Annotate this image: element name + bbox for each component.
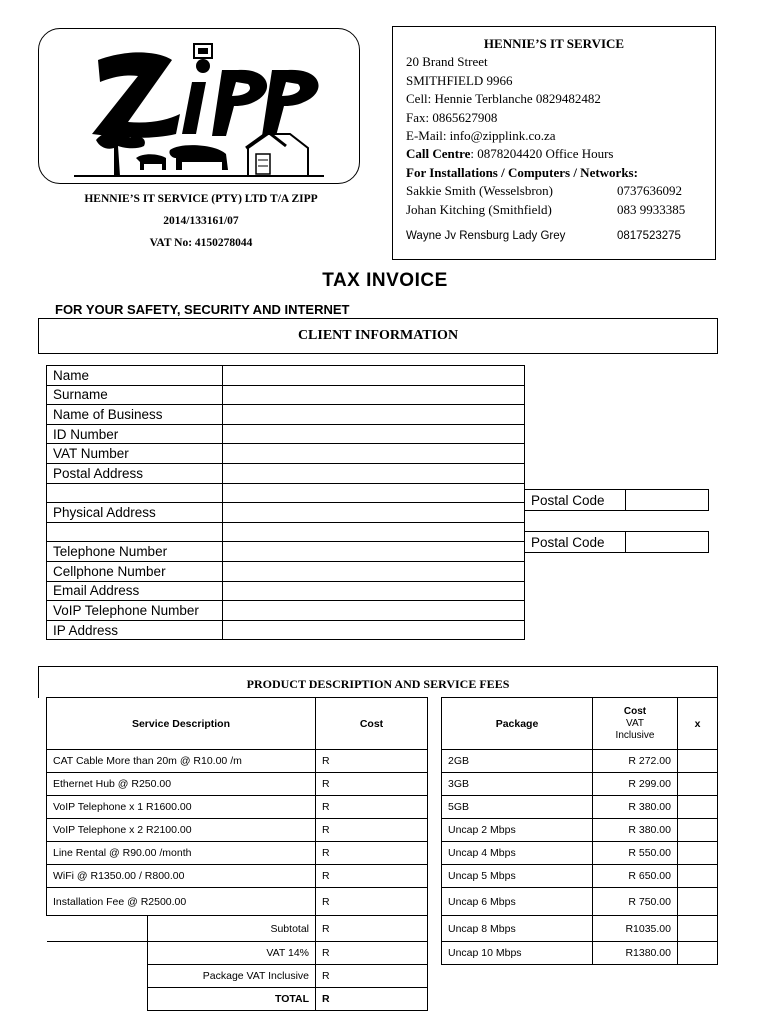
table-row [47,444,525,464]
agent-row: Sakkie Smith (Wesselsbron) 0737636092 [406,183,682,199]
cell: Cell: Hennie Terblanche 0829482482 [406,91,601,107]
field-label: Postal Address [47,463,223,483]
table-row [47,601,525,621]
physical-address-field-2[interactable] [223,522,525,542]
company-name: HENNIE’S IT SERVICE (PTY) LTD T/A ZIPP [84,193,318,205]
table-row: Package VAT Inclusive R [47,965,428,988]
table-row [47,366,525,386]
field-label: Physical Address [47,503,223,523]
table-row [47,483,525,503]
table-row: 3GB R 299.00 [442,773,718,796]
fax: Fax: 0865627908 [406,109,498,125]
surname-field[interactable] [223,385,525,405]
voip-field[interactable] [223,601,525,621]
contact-box [392,26,716,260]
zipp-logo [40,30,358,182]
table-row: Subtotal R [47,916,428,942]
town: SMITHFIELD 9966 [406,72,513,88]
table-row: WiFi @ R1350.00 / R800.00 R [47,865,428,888]
postal-code-field[interactable] [626,490,709,511]
client-section-header: CLIENT INFORMATION [38,318,718,354]
select-cell[interactable] [678,942,718,965]
column-header: Cost [316,698,428,750]
table-row: VAT 14% R [47,942,428,965]
package-vat-label: Package VAT Inclusive [148,965,316,988]
field-label: Email Address [47,581,223,601]
column-header: Service Description [47,698,316,750]
select-cell[interactable] [678,865,718,888]
field-label: Name of Business [47,405,223,425]
table-row: VoIP Telephone x 2 R2100.00 R [47,819,428,842]
services-table [46,697,428,1011]
select-cell[interactable] [678,842,718,865]
page-title: TAX INVOICE [322,270,448,291]
vat-label: VAT 14% [148,942,316,965]
cellphone-field[interactable] [223,561,525,581]
table-row: Uncap 5 Mbps R 650.00 [442,865,718,888]
name-field[interactable] [223,366,525,386]
vat-field[interactable] [223,444,525,464]
column-header: Package [442,698,593,750]
table-row: Ethernet Hub @ R250.00 R [47,773,428,796]
email: E-Mail: info@zipplink.co.za [406,128,556,144]
postal-code-box [524,489,709,511]
table-row [47,385,525,405]
table-row: TOTAL R [47,988,428,1011]
field-label: Cellphone Number [47,561,223,581]
table-row: 5GB R 380.00 [442,796,718,819]
call-centre: Call Centre: 0878204420 Office Hours [406,146,614,162]
select-cell[interactable] [678,916,718,942]
telephone-field[interactable] [223,542,525,562]
packages-table [441,697,718,965]
field-label: Surname [47,385,223,405]
select-cell[interactable] [678,750,718,773]
table-row [47,542,525,562]
column-header: x [678,698,718,750]
ip-field[interactable] [223,620,525,640]
street: 20 Brand Street [406,54,488,70]
installations-heading: For Installations / Computers / Networks: [406,164,638,180]
select-cell[interactable] [678,819,718,842]
table-row: VoIP Telephone x 1 R1600.00 R [47,796,428,819]
field-label: VAT Number [47,444,223,464]
client-info-table [46,365,525,640]
registration-number: 2014/133161/07 [163,215,239,227]
postal-address-field-2[interactable] [223,483,525,503]
select-cell[interactable] [678,888,718,916]
table-row: Uncap 4 Mbps R 550.00 [442,842,718,865]
table-row: Uncap 6 Mbps R 750.00 [442,888,718,916]
table-row [47,503,525,523]
table-row: CAT Cable More than 20m @ R10.00 /m R [47,750,428,773]
field-label: VoIP Telephone Number [47,601,223,621]
table-row: Uncap 2 Mbps R 380.00 [442,819,718,842]
subtitle: FOR YOUR SAFETY, SECURITY AND INTERNET [55,302,350,317]
contact-header: HENNIE’S IT SERVICE [483,36,625,51]
subtotal-label: Subtotal [148,916,316,942]
field-label: IP Address [47,620,223,640]
physical-address-field[interactable] [223,503,525,523]
physical-code-box [524,531,709,553]
field-label: Name [47,366,223,386]
total-label: TOTAL [148,988,316,1011]
id-field[interactable] [223,424,525,444]
postal-code-label: Postal Code [525,490,626,511]
table-row [47,405,525,425]
table-row [47,463,525,483]
table-row [47,620,525,640]
agent-row: Wayne Jv Rensburg Lady Grey 0817523275 [406,230,681,243]
field-label: ID Number [47,424,223,444]
business-field[interactable] [223,405,525,425]
table-row: 2GB R 272.00 [442,750,718,773]
postal-address-field[interactable] [223,463,525,483]
table-row: Installation Fee @ R2500.00 R [47,888,428,916]
select-cell[interactable] [678,773,718,796]
email-field[interactable] [223,581,525,601]
column-header: Cost VAT Inclusive [593,698,678,750]
table-row: Uncap 10 Mbps R1380.00 [442,942,718,965]
table-row: Uncap 8 Mbps R1035.00 [442,916,718,942]
table-row [47,424,525,444]
table-row [47,561,525,581]
select-cell[interactable] [678,796,718,819]
company-registration [40,188,362,254]
agent-row: Johan Kitching (Smithfield) 083 9933385 [406,201,686,217]
table-row [47,522,525,542]
table-row: Line Rental @ R90.00 /month R [47,842,428,865]
table-row [47,581,525,601]
postal-code-label: Postal Code [525,532,626,553]
field-label: Telephone Number [47,542,223,562]
product-section-header: PRODUCT DESCRIPTION AND SERVICE FEES [38,666,718,698]
vat-number: VAT No: 4150278044 [149,237,253,249]
physical-code-field[interactable] [626,532,709,553]
